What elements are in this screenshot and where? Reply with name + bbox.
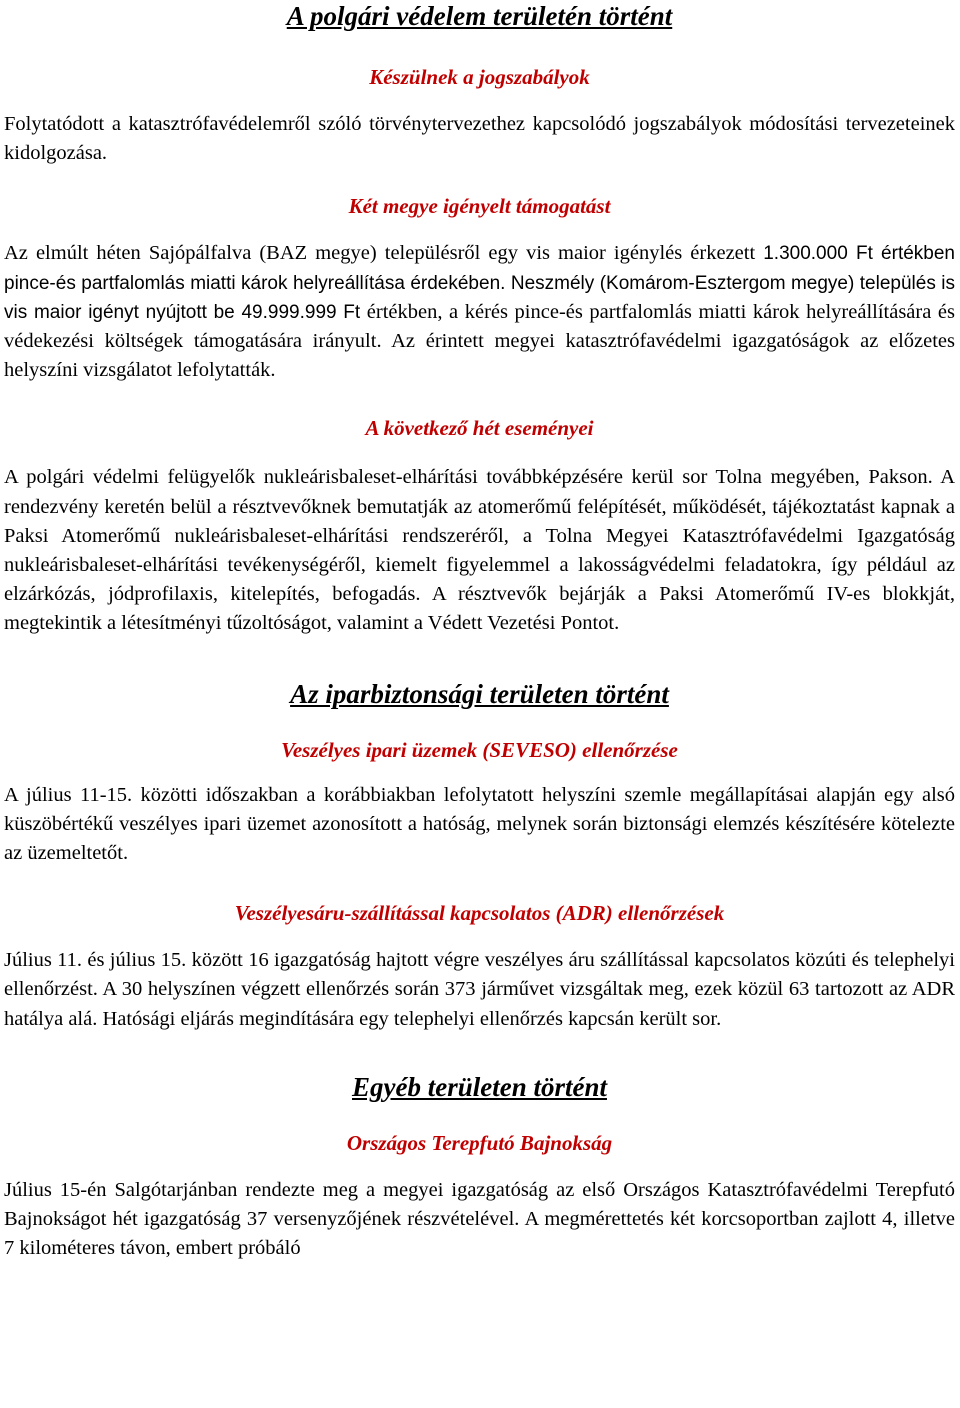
paragraph-seveso: A július 11-15. közötti időszakban a korábbiakban lefolytatott helyszíni szemle megállapításai alapján egy alsó küszöbértékű veszélyes ipari üzemet azonosított a hatóság, melynek során biztonsági elemzés készítésére kötelezte az üzemeltetőt. xyxy=(4,783,955,865)
paragraph-two-counties xyxy=(4,239,955,385)
paragraph-two-counties-lead: Az elmúlt héten Sajópálfalva (BAZ megye) településről egy vis maior igénylés érkezett xyxy=(4,242,756,265)
paragraph-trail-running: Július 15-én Salgótarjánban rendezte meg a megyei igazgatóság az első Országos Katasztrófavédelmi Terepfutó Bajnokságot hét igazgatóság 37 versenyzőjének részvételével. A megmérettetés két korcsoportban zajlott 4, illetve 7 kilométeres távon, embert próbáló xyxy=(4,1178,955,1260)
paragraph-laws: Folytatódott a katasztrófavédelemről szóló törvénytervezethez kapcsolódó jogszabályok módosítási tervezeteinek kidolgozása. xyxy=(4,113,955,165)
heading-trail-running: Országos Terepfutó Bajnokság xyxy=(346,1130,613,1155)
section-title-civil-protection: A polgári védelem területén történt xyxy=(286,1,673,31)
heading-next-week-text: A következő hét eseményei xyxy=(365,416,594,441)
section-title-industrial-safety: Az iparbiztonsági területen történt xyxy=(290,678,669,709)
document-page xyxy=(4,0,955,1263)
heading-adr: Veszélyesáru-szállítással kapcsolatos (ADR) ellenőrzések xyxy=(234,901,725,926)
heading-seveso: Veszélyes ipari üzemek (SEVESO) ellenőrzése xyxy=(281,737,678,762)
paragraph-next-week: A polgári védelmi felügyelők nukleárisbaleset-elhárítási továbbképzésére kerül sor Tolna megyében, Pakson. A rendezvény keretén belül a résztvevőknek bemutatják az atomerőmű felépítését, működését, tájékoztatást kapnak a Paksi Atomerőmű nukleárisbaleset-elhárítási rendszeréről, a Tolna Megyei Katasztrófavédelmi Igazgatóság nukleárisbaleset-elhárítási tevékenységéről, kiemelt figyelemmel a lakosságvédelmi feladatokra, így például az elzárkózás, jódprofilaxis, kitelepítés, befogadás. A résztvevők bejárják a Paksi Atomerőmű IV-es blokkját, megtekintik a létesítményi tűzoltóságot, valamint a Védett Vezetési Pontot. xyxy=(4,466,955,635)
heading-next-week xyxy=(4,415,955,441)
heading-two-counties: Két megye igényelt támogatást xyxy=(348,194,611,219)
section-title-other: Egyéb területen történt xyxy=(352,1071,607,1102)
paragraph-adr: Július 11. és július 15. között 16 igazgatóság hajtott végre veszélyes áru szállítással kapcsolatos közúti és telephelyi ellenőrzést. A 30 helyszínen végzett ellenőrzés során 373 járművet vizsgáltak meg, ezek közül 63 tartozott az ADR hatálya alá. Hatósági eljárás megindítására egy telephelyi ellenőrzés kapcsán került sor. xyxy=(4,949,955,1030)
paragraph-two-counties-sans: 1.300.000 Ft értékben pince-és partfalomlás miatti károk helyreállítása érdekében. Neszmély (Komárom-Esztergom megye) település is vis maior igényt nyújtott be 49.999.999 Ft xyxy=(4,243,955,323)
paragraph-two-counties-tail: értékben, a kérés pince-és partfalomlás miatti károk helyreállítására és védekezési költségek támogatására irányult. Az érintett megyei katasztrófavédelmi igazgatóságok az előzetes helyszíni vizsgálatot lefolytatták. xyxy=(4,300,955,382)
heading-laws: Készülnek a jogszabályok xyxy=(369,65,590,89)
